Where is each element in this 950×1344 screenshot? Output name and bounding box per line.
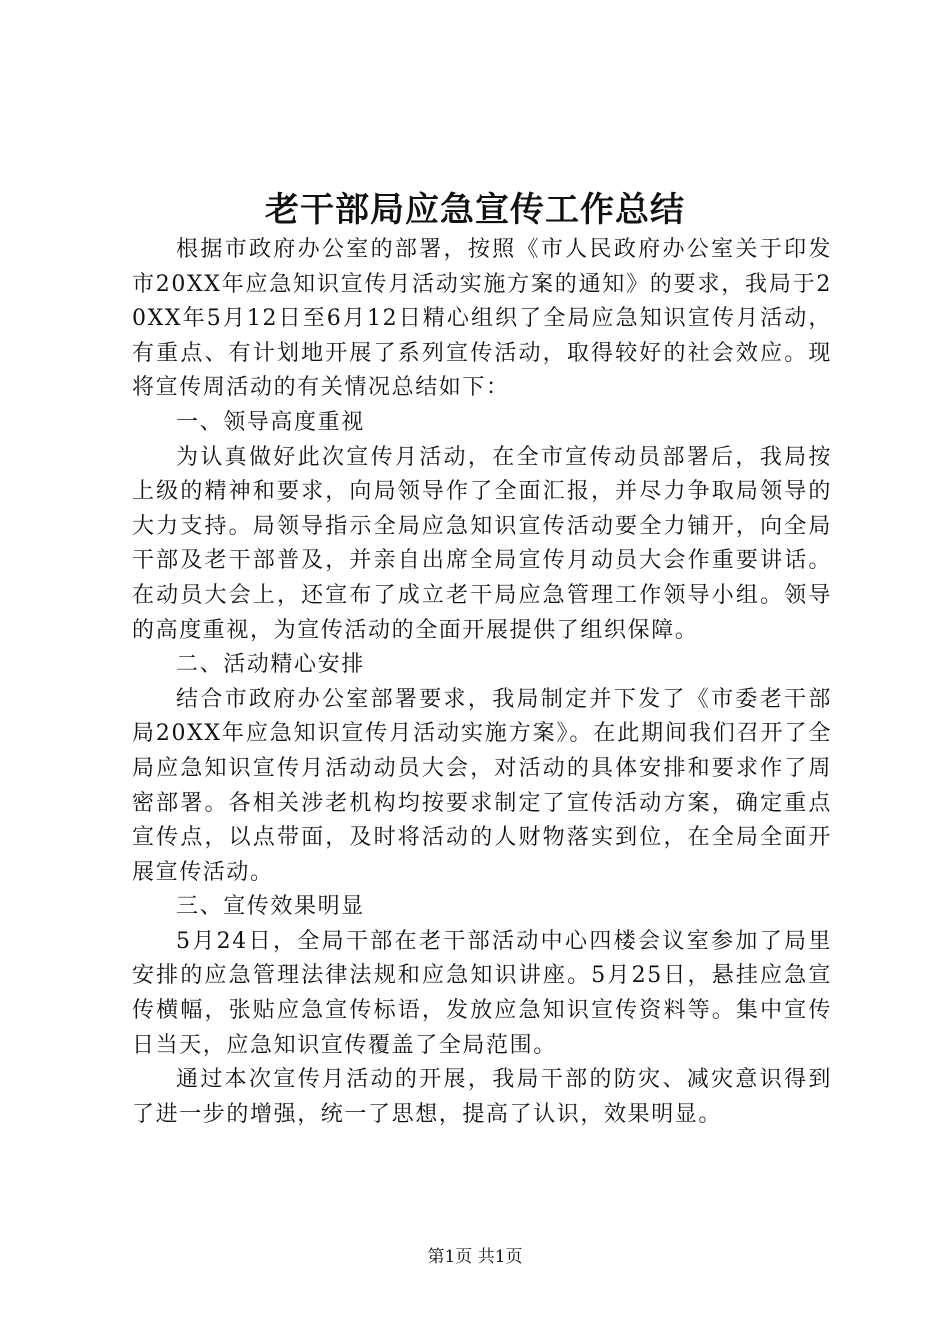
section-1-paragraph: 为认真做好此次宣传月活动，在全市宣传动员部署后，我局按上级的精神和要求，向局领导作了全面汇报，并尽力争取局领导的大力支持。局领导指示全局应急知识宣传活动要全力铺开，向全局干部及老干部普及，并亲自出席全局宣传月动员大会作重要讲话。在动员大会上，还宣布了成立老干局应急管理工作领导小组。领导的高度重视，为宣传活动的全面开展提供了组织保障。 xyxy=(132,444,832,643)
section-heading-2: 二、活动精心安排 xyxy=(176,652,365,678)
document-title: 老干部局应急宣传工作总结 xyxy=(265,190,685,230)
section-3-paragraph: 5月24日，全局干部在老干部活动中心四楼会议室参加了局里安排的应急管理法律法规和应急知识讲座。5月25日，悬挂应急宣传横幅，张贴应急宣传标语，发放应急知识宣传资料等。集中宣传日当天，应急知识宣传覆盖了全局范围。 xyxy=(132,928,832,1058)
conclusion-paragraph: 通过本次宣传月活动的开展，我局干部的防灾、减灾意识得到了进一步的增强，统一了思想，提高了认识，效果明显。 xyxy=(132,1067,832,1127)
intro-paragraph: 根据市政府办公室的部署，按照《市人民政府办公室关于印发市20XX年应急知识宣传月活动实施方案的通知》的要求，我局于20XX年5月12日至6月12日精心组织了全局应急知识宣传月活动，有重点、有计划地开展了系列宣传活动，取得较好的社会效应。现将宣传周活动的有关情况总结如下： xyxy=(132,237,832,401)
document-body xyxy=(132,233,832,1132)
section-heading-3: 三、宣传效果明显 xyxy=(176,894,365,920)
section-2-paragraph: 结合市政府办公室部署要求，我局制定并下发了《市委老干部局20XX年应急知识宣传月活动实施方案》。在此期间我们召开了全局应急知识宣传月活动动员大会，对活动的具体安排和要求作了周密部署。各相关涉老机构均按要求制定了宣传活动方案，确定重点宣传点，以点带面，及时将活动的人财物落实到位，在全局全面开展宣传活动。 xyxy=(132,686,832,885)
page-footer: 第1页 共1页 xyxy=(427,1247,523,1267)
section-heading-1: 一、领导高度重视 xyxy=(176,409,365,435)
